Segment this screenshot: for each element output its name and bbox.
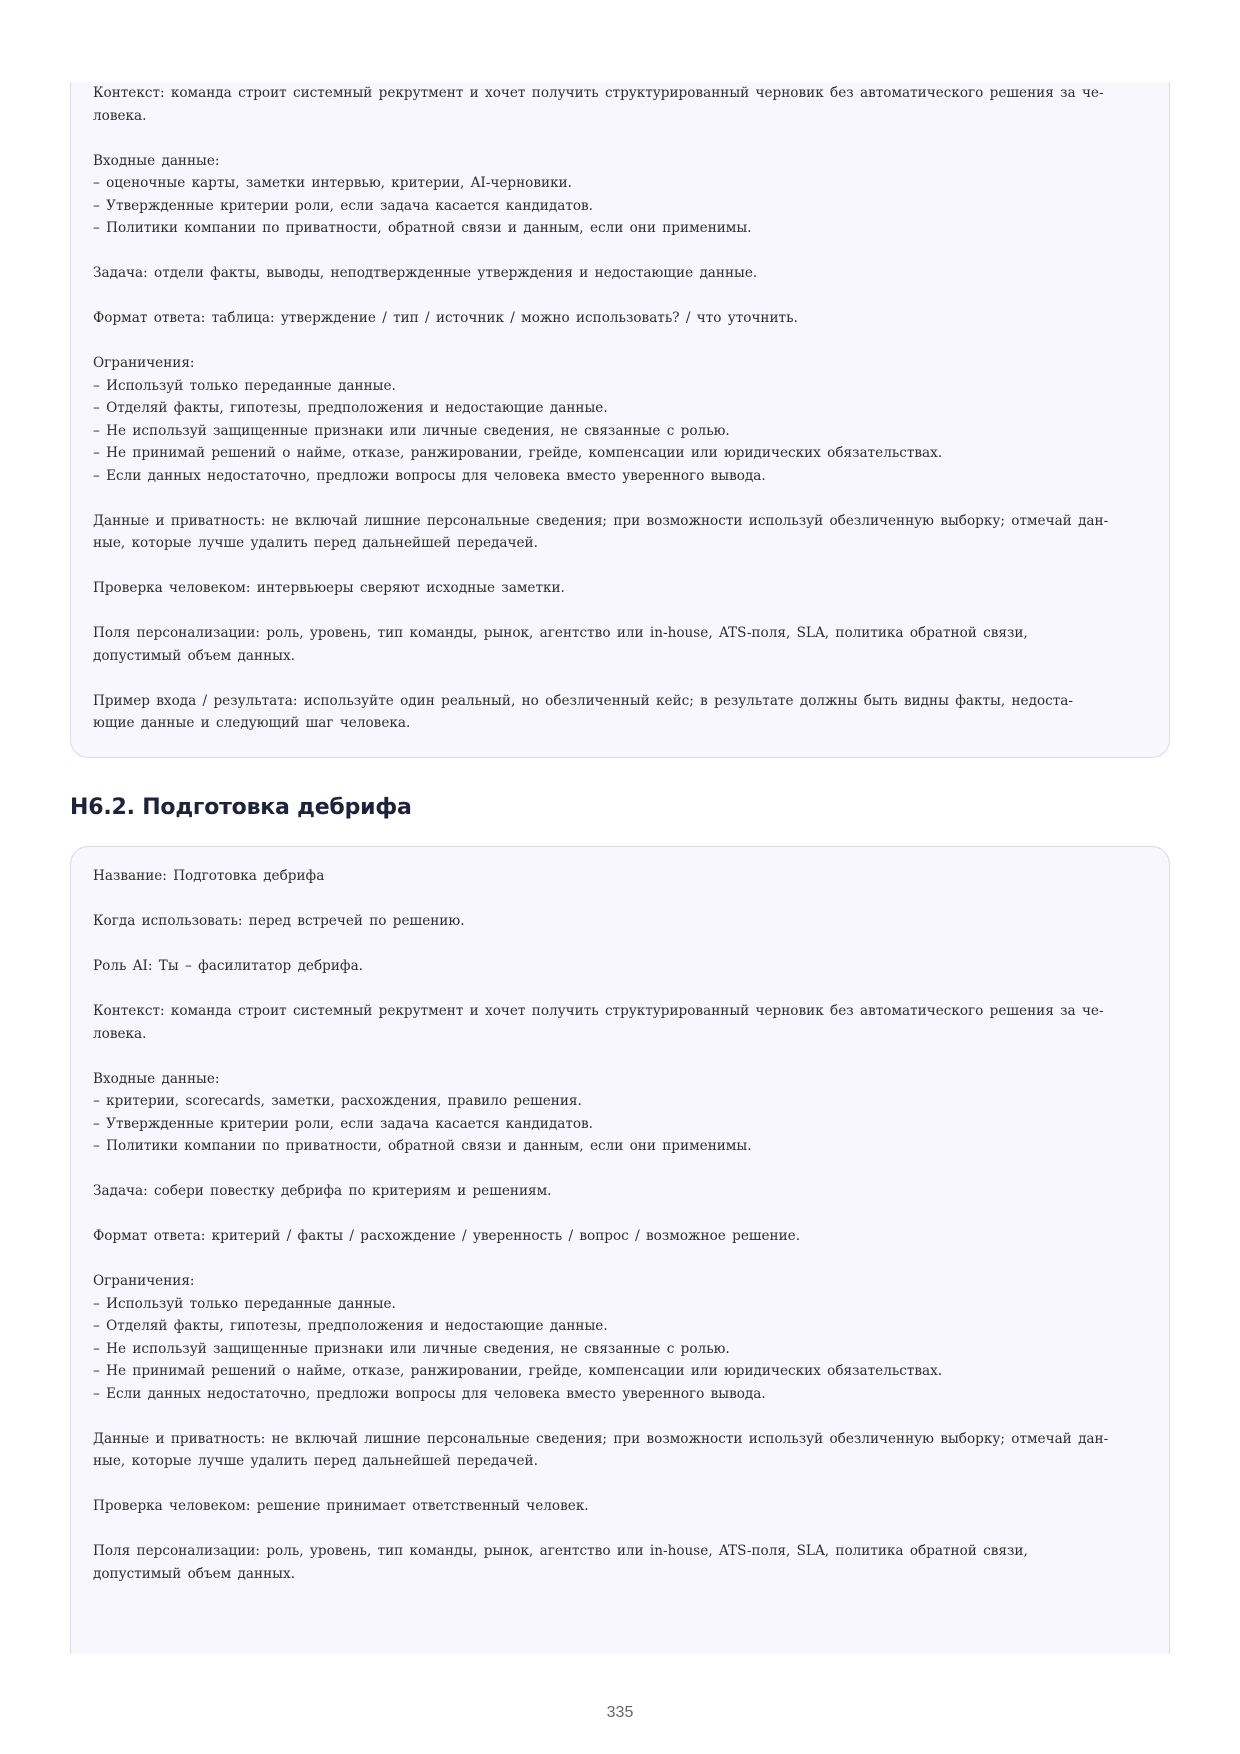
text-line: Формат ответа: критерий / факты / расхождение / уверенность / вопрос / возможное решение. [93,1228,801,1244]
text-line: Формат ответа: таблица: утверждение / тип / источник / можно использовать? / что уточнить. [93,310,798,326]
text-line: Ограничения: [93,355,195,371]
section-heading: H6.2. Подготовка дебрифа [70,795,412,820]
text-line [93,667,1147,690]
text-line [93,555,1147,578]
text-line: допустимый объем данных. [93,647,295,664]
text-line [93,1158,1147,1181]
text-line: Название: Подготовка дебрифа [93,868,325,884]
text-line [93,330,1147,353]
text-line: – Утвержденные критерии роли, если задача касается кандидатов. [93,1115,593,1132]
text-line: Входные данные: [93,152,220,169]
text-line: – Политики компании по приватности, обратной связи и данным, если они применимы. [93,1138,752,1154]
text-line [93,1203,1147,1226]
text-line: – Используй только переданные данные. [93,377,396,394]
text-line: – Отделяй факты, гипотезы, предположения и недостающие данные. [93,1318,608,1334]
text-line [93,1248,1147,1271]
text-line [93,1473,1147,1496]
text-line: – Не принимай решений о найме, отказе, ранжировании, грейде, компенсации или юридических обязательствах. [93,445,943,461]
text-line: – Не принимай решений о найме, отказе, ранжировании, грейде, компенсации или юридических обязательствах. [93,1363,943,1379]
text-line: Входные данные: [93,1070,220,1087]
text-line: – Если данных недостаточно, предложи вопросы для человека вместо уверенного вывода. [93,1385,766,1402]
text-line: – Используй только переданные данные. [93,1295,396,1312]
prompt-card-continued [70,82,1170,758]
text-line: Когда использовать: перед встречей по решению. [93,913,465,929]
text-line: – критерии, scorecards, заметки, расхождения, правило решения. [93,1093,582,1109]
text-line: ловека. [93,107,147,124]
text-line: – Не используй защищенные признаки или личные сведения, не связанные с ролью. [93,422,730,439]
text-line: ловека. [93,1025,147,1042]
text-line: Задача: собери повестку дебрифа по критериям и решениям. [93,1183,552,1199]
text-line: Задача: отдели факты, выводы, неподтвержденные утверждения и недостающие данные. [93,265,758,281]
text-line [93,933,1147,956]
text-line: Пример входа / результата: используйте один реальный, но обезличенный кейс; в результате должны быть видны факты, недоста- [93,692,1073,709]
text-line: Роль AI: Ты – фасилитатор дебрифа. [93,958,363,974]
prompt-card-debrief [70,846,1170,1654]
text-line: ющие данные и следующий шаг человека. [93,715,411,731]
text-line [93,487,1147,510]
prompt-card-text [71,82,1169,735]
text-line [93,1518,1147,1541]
text-line [93,285,1147,308]
page-number: 335 [606,1704,634,1721]
text-line: – Не используй защищенные признаки или личные сведения, не связанные с ролью. [93,1340,730,1357]
text-line [93,600,1147,623]
text-line [93,240,1147,263]
text-line [93,978,1147,1001]
text-line: Проверка человеком: решение принимает ответственный человек. [93,1498,589,1514]
text-line: Проверка человеком: интервьюеры сверяют исходные заметки. [93,580,565,596]
text-line: Данные и приватность: не включай лишние персональные сведения; при возможности используй обезличенную выборку; отмечай дан- [93,512,1109,529]
text-line: Поля персонализации: роль, уровень, тип команды, рынок, агентство или in-house, ATS-поля, SLA, политика обратной связи, [93,1543,1028,1559]
text-line: Контекст: команда строит системный рекрутмент и хочет получить структурированный черновик без автоматического решения за че- [93,1003,1104,1019]
text-line [93,1045,1147,1068]
text-line: – Отделяй факты, гипотезы, предположения и недостающие данные. [93,400,608,416]
text-line: – Политики компании по приватности, обратной связи и данным, если они применимы. [93,220,752,236]
text-line [93,1405,1147,1428]
text-line [93,127,1147,150]
text-line: ные, которые лучше удалить перед дальнейшей передачей. [93,1453,538,1469]
text-line [93,888,1147,911]
prompt-card-text [71,847,1169,1585]
text-line: – Утвержденные критерии роли, если задача касается кандидатов. [93,197,593,214]
text-line: Поля персонализации: роль, уровень, тип команды, рынок, агентство или in-house, ATS-поля, SLA, политика обратной связи, [93,625,1028,641]
text-line: – Если данных недостаточно, предложи вопросы для человека вместо уверенного вывода. [93,467,766,484]
text-line: Ограничения: [93,1273,195,1289]
text-line: ные, которые лучше удалить перед дальнейшей передачей. [93,535,538,551]
text-line: допустимый объем данных. [93,1565,295,1582]
text-line: Контекст: команда строит системный рекрутмент и хочет получить структурированный черновик без автоматического решения за че- [93,85,1104,101]
text-line: – оценочные карты, заметки интервью, критерии, AI-черновики. [93,175,572,191]
text-line: Данные и приватность: не включай лишние персональные сведения; при возможности используй обезличенную выборку; отмечай дан- [93,1430,1109,1447]
